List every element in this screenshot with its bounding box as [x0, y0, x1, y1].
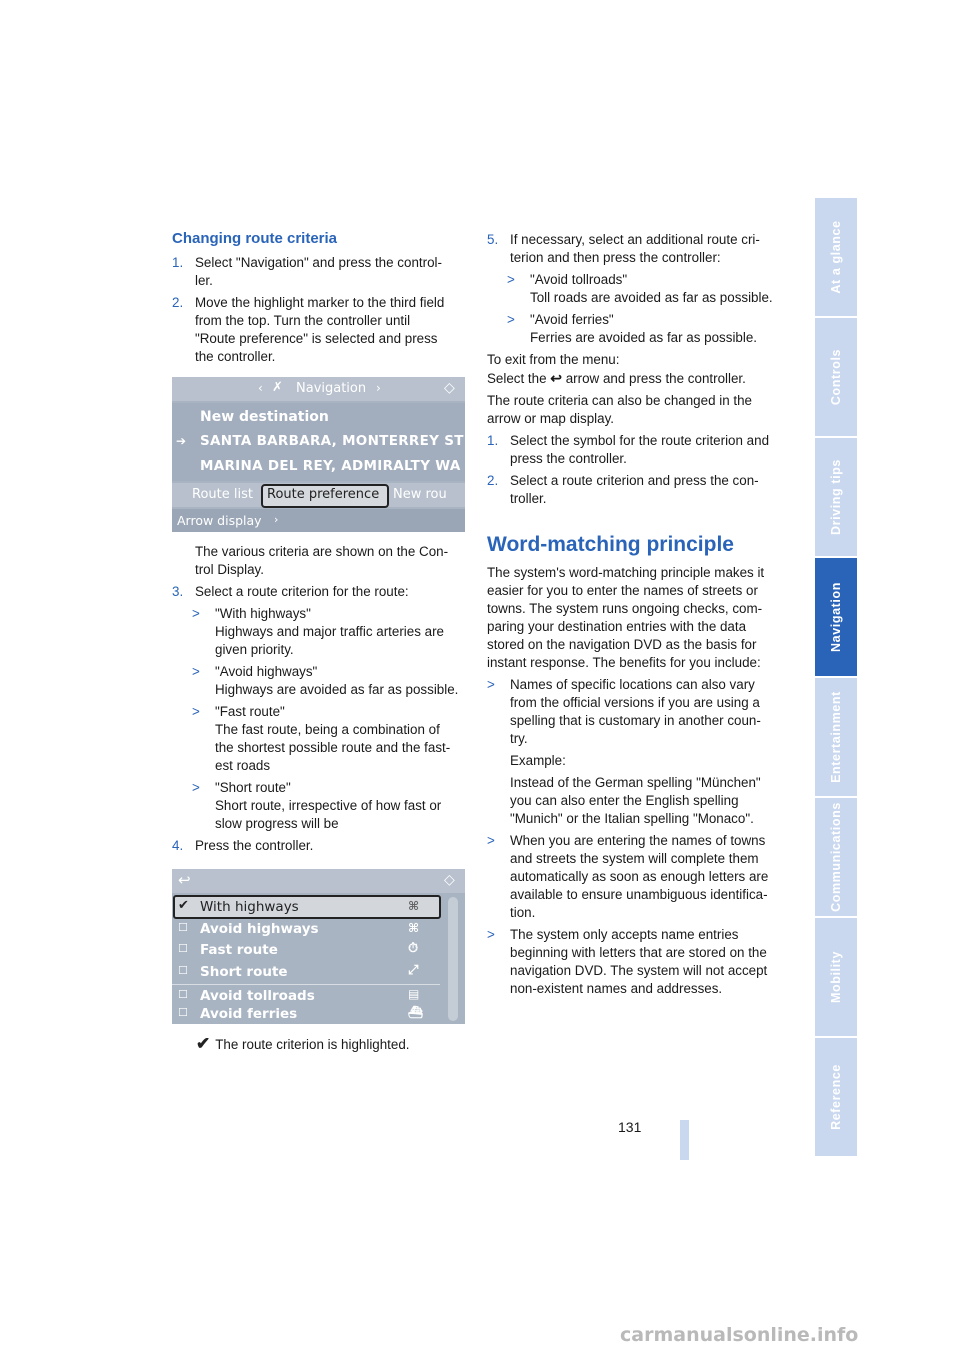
tab-at-a-glance[interactable]	[815, 198, 857, 316]
checkbox-icon[interactable]: ☐	[178, 1006, 188, 1019]
criterion-name: "With highways"	[215, 606, 311, 621]
menu-item-destination-1[interactable]: SANTA BARBARA, MONTERREY ST	[200, 433, 464, 449]
checked-icon: ✔	[178, 898, 189, 913]
tollroad-icon: ▤	[408, 987, 420, 1001]
criterion-desc: Highways are avoided as far as possible.	[215, 682, 459, 697]
criterion-avoid-ferries	[487, 311, 783, 347]
controller-icon: ◇	[444, 872, 455, 888]
criterion-short-route	[172, 779, 468, 833]
tab-label: Controls	[829, 348, 843, 406]
exit-instructions	[487, 351, 783, 388]
chapter-tabs	[815, 198, 857, 1160]
caption-text: The route criterion is highlighted.	[215, 1037, 410, 1052]
tab-label: Entertainment	[829, 691, 843, 783]
step-number: 1.	[172, 255, 184, 270]
back-arrow-icon: ↩	[178, 871, 191, 889]
criterion-name: "Fast route"	[215, 704, 285, 719]
symbol-step-1	[487, 432, 783, 468]
criterion-fast-route	[172, 703, 468, 775]
option-with-highways[interactable]: With highways	[200, 899, 299, 915]
exit-pre: Select the	[487, 371, 551, 386]
tab-navigation[interactable]	[815, 558, 857, 676]
tab-label: Communications	[829, 802, 843, 912]
step-4	[172, 837, 468, 855]
tab-controls[interactable]	[815, 318, 857, 436]
symbol-step-2	[487, 472, 783, 508]
screen-title: Navigation	[296, 381, 367, 396]
word-matching-intro: The system's word-matching principle makes it easier for you to enter the names of streets or towns. The system runs ongoing checks, com- paring your destination entries with the data stored on the navigation DVD as the basis for instant response. The benefits for you include:	[487, 565, 765, 670]
criterion-name: "Short route"	[215, 780, 291, 795]
arrow-display-item[interactable]: Arrow display	[177, 513, 262, 528]
benefit-text: The system only accepts name entries beginning with letters that are stored on the navigation DVD. The system will not accept non-existent names and addresses.	[510, 927, 768, 996]
bullet-marker: >	[487, 927, 495, 942]
exit-post: arrow and press the controller.	[562, 371, 746, 386]
tab-new-route[interactable]: New rou	[393, 487, 447, 502]
tab-label: Reference	[829, 1064, 843, 1130]
tab-label: At a glance	[829, 220, 843, 294]
tab-driving-tips[interactable]	[815, 438, 857, 556]
criterion-desc: Toll roads are avoided as far as possible.	[530, 290, 773, 305]
option-avoid-highways[interactable]: Avoid highways	[200, 921, 319, 937]
step-text: Select a route criterion for the route:	[195, 584, 409, 599]
word-matching-heading: Word-matching principle	[487, 533, 734, 556]
option-avoid-ferries[interactable]: Avoid ferries	[200, 1006, 298, 1022]
step-number: 2.	[172, 295, 184, 310]
option-avoid-tollroads[interactable]: Avoid tollroads	[200, 988, 315, 1004]
chevron-right-icon: ›	[376, 381, 381, 395]
avoid-highway-icon: ⌘	[408, 921, 420, 935]
step-2	[172, 294, 468, 366]
criterion-name: "Avoid ferries"	[530, 312, 614, 327]
page-number: 131	[618, 1119, 642, 1135]
example-text: Instead of the German spelling "München" you can also enter the English spelling "Munich" or the Italian spelling "Monaco".	[510, 775, 761, 826]
option-fast-route[interactable]: Fast route	[200, 942, 278, 958]
back-arrow-icon: ↩	[550, 370, 563, 386]
checkmark-icon: ✔	[196, 1034, 211, 1053]
wm-benefit-spelling	[487, 676, 783, 828]
step-number: 5.	[487, 232, 499, 247]
criterion-desc: Highways and major traffic arteries are given priority.	[215, 624, 444, 657]
benefit-text: Names of specific locations can also vary from the official versions if you are using a spelling that is customary in another coun- try.	[510, 677, 761, 746]
page-marker-bar	[680, 1120, 689, 1160]
route-arrow-icon: ➔	[176, 434, 187, 448]
navigation-icon: ✗	[272, 380, 283, 395]
criterion-name: "Avoid highways"	[215, 664, 318, 679]
route-change-note: The route criteria can also be changed in the arrow or map display.	[487, 393, 753, 426]
right-column	[487, 231, 783, 1002]
bullet-marker: >	[192, 664, 200, 679]
step-text: Select a route criterion and press the con- troller.	[510, 473, 759, 506]
left-column-lower	[172, 543, 468, 859]
bullet-marker: >	[487, 833, 495, 848]
footer-watermark: carmanualsonline.info	[620, 1324, 859, 1346]
exit-line-2	[487, 369, 783, 388]
step-text: Select the symbol for the route criterion and press the controller.	[510, 433, 770, 466]
wm-benefit-valid-entries	[487, 926, 783, 998]
stopwatch-icon: ⏱	[408, 941, 419, 956]
criterion-desc: The fast route, being a combination of the shortest possible route and the fast- est roads	[215, 722, 451, 773]
divider	[172, 984, 440, 985]
highlight-caption	[196, 1035, 410, 1054]
navigation-screen-screenshot	[172, 377, 465, 532]
criterion-desc: Short route, irrespective of how fast or slow progress will be	[215, 798, 442, 831]
criterion-name: "Avoid tollroads"	[530, 272, 628, 287]
benefit-text: When you are entering the names of towns and streets the system will complete them automatically as soon as enough letters are available to ensure unambiguous identifica- tion.	[510, 833, 769, 920]
criterion-avoid-tollroads	[487, 271, 783, 307]
short-route-icon: ⤢	[408, 963, 419, 978]
chevron-right-icon: ›	[274, 513, 279, 526]
tab-mobility[interactable]	[815, 918, 857, 1036]
tab-label: Navigation	[829, 582, 843, 652]
controller-icon: ◇	[444, 380, 455, 396]
criteria-note: The various criteria are shown on the Con- trol Display.	[195, 544, 449, 577]
criterion-desc: Ferries are avoided as far as possible.	[530, 330, 758, 345]
bullet-marker: >	[507, 312, 515, 327]
section-title: Changing route criteria	[172, 230, 338, 247]
tab-entertainment[interactable]	[815, 678, 857, 796]
menu-item-new-destination[interactable]: New destination	[200, 409, 329, 425]
step-text: Press the controller.	[195, 838, 314, 853]
checkbox-icon[interactable]: ☐	[178, 964, 188, 977]
highway-icon: ⌘	[408, 899, 420, 913]
ferry-icon: ⛴	[408, 1005, 424, 1019]
tab-route-preference[interactable]: Route preference	[267, 487, 380, 502]
bullet-marker: >	[192, 704, 200, 719]
exit-line: To exit from the menu:	[487, 352, 620, 367]
step-3	[172, 583, 468, 601]
bullet-marker: >	[192, 606, 200, 621]
left-column	[172, 230, 468, 370]
bullet-marker: >	[192, 780, 200, 795]
checkbox-icon[interactable]: ☐	[178, 942, 188, 955]
tab-communications[interactable]	[815, 798, 857, 916]
step-number: 1.	[487, 433, 499, 448]
step-number: 3.	[172, 584, 184, 599]
step-text: Select "Navigation" and press the control- ler.	[195, 255, 442, 288]
scrollbar[interactable]	[448, 897, 458, 1021]
step-number: 2.	[487, 473, 499, 488]
tab-label: Driving tips	[829, 459, 843, 535]
wm-benefit-autocomplete	[487, 832, 783, 922]
step-5	[487, 231, 783, 267]
tab-route-list[interactable]: Route list	[192, 487, 253, 502]
tab-reference[interactable]	[815, 1038, 857, 1156]
chevron-left-icon: ‹	[258, 381, 263, 395]
step-text: Move the highlight marker to the third field from the top. Turn the controller until "Route preference" is selected and press the controller.	[195, 295, 445, 364]
step-1	[172, 254, 468, 290]
bullet-marker: >	[487, 677, 495, 692]
bullet-marker: >	[507, 272, 515, 287]
checkbox-icon[interactable]: ☐	[178, 988, 188, 1001]
tab-label: Mobility	[829, 950, 843, 1004]
menu-item-destination-2[interactable]: MARINA DEL REY, ADMIRALTY WA	[200, 458, 461, 474]
screen-title-bar	[172, 869, 465, 893]
checkbox-icon[interactable]: ☐	[178, 921, 188, 934]
step-number: 4.	[172, 838, 184, 853]
criterion-with-highways	[172, 605, 468, 659]
criterion-avoid-highways	[172, 663, 468, 699]
step-text: If necessary, select an additional route cri- terion and then press the controller:	[510, 232, 760, 265]
route-preference-screen-screenshot	[172, 869, 465, 1024]
example-label: Example:	[510, 753, 566, 768]
option-short-route[interactable]: Short route	[200, 964, 288, 980]
